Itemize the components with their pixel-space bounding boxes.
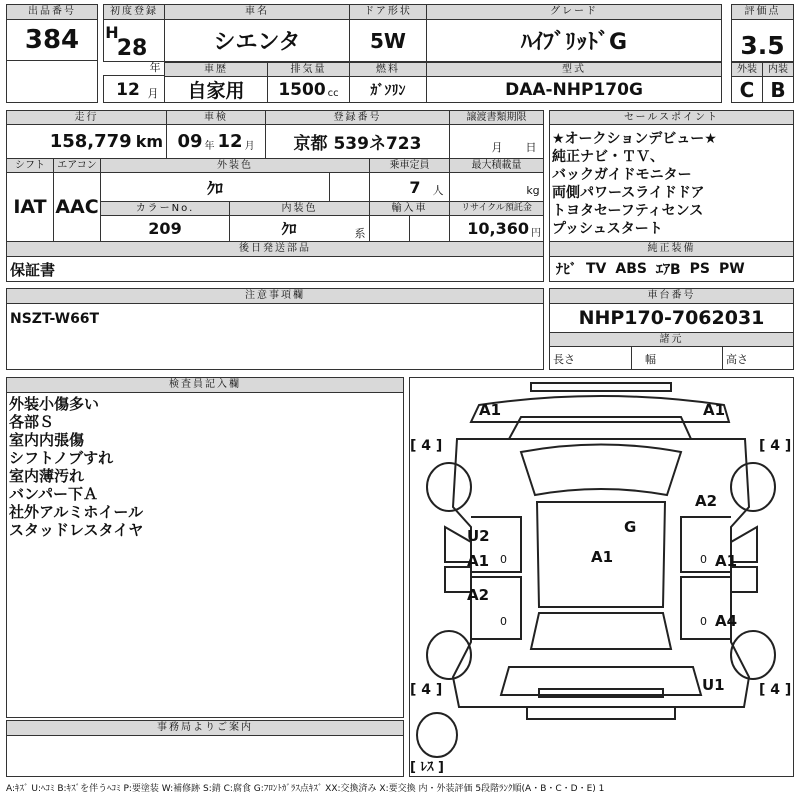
import-header: 輸入車 (369, 201, 450, 216)
insp-year-unit: 年 (204, 141, 215, 152)
reg-month-unit: 月 (147, 87, 159, 100)
score: 3.5 (740, 31, 785, 60)
legend-footer: A:ｷｽﾞ U:ﾍｺﾐ B:ｷｽﾞを伴うﾍｺﾐ P:要塗装 W:補修跡 S:錆 C:腐食 G:ﾌﾛﾝﾄｶﾞﾗｽ点ｷｽﾞ XX:交換済み X:要交換 内・外装評価 5段階ﾗﾝｸ順(A・B・C・D・E) 1 (6, 784, 605, 794)
recycle-value: 10,360 (467, 219, 529, 238)
lot-number: 384 (24, 25, 80, 55)
damage-mark-windshield: G (624, 518, 637, 536)
fuel-header: 燃料 (349, 62, 427, 77)
tire-tread-front-left: [ 4 ] (410, 438, 443, 454)
transfer-month: 月 (491, 141, 503, 154)
equipment-item: PS (689, 261, 710, 277)
spare-tire-value: ﾚｽ (420, 760, 434, 775)
damage-mark-front-right: A1 (703, 401, 726, 419)
mileage-header: 走行 (6, 110, 167, 125)
displacement-unit: cc (327, 88, 339, 99)
sales-points-list (552, 130, 717, 238)
color-box-2 (329, 172, 370, 202)
mileage-value: 158,779 (49, 131, 132, 152)
later-parts: 保証書 (10, 260, 56, 279)
equipment-item: ﾅﾋﾞ (556, 262, 577, 278)
chassis-header: 車台番号 (549, 288, 794, 304)
plate-header: 登録番号 (265, 110, 450, 125)
capacity-unit: 人 (432, 184, 444, 197)
color-number: 209 (148, 219, 182, 238)
model-header: 型式 (426, 62, 722, 77)
tire-tread-front-right: [ 4 ] (759, 438, 792, 454)
capacity: 7 (409, 177, 421, 197)
interior-color-header: 内装色 (229, 201, 370, 216)
displacement-value: 1500 (278, 79, 326, 100)
sales-point: 両側パワースライドドア (552, 185, 705, 201)
hood-outline (509, 417, 691, 439)
sales-point: プッシュスタート (552, 221, 663, 237)
front-bumper-outline (531, 383, 671, 391)
car-name: シエンタ (213, 30, 301, 55)
reg-year: 28 (116, 35, 148, 61)
capacity-header: 乗車定員 (369, 158, 450, 173)
damage-mark-right-rear-door: A4 (715, 612, 738, 630)
side-right (731, 567, 757, 592)
body-color: ｸﾛ (206, 178, 223, 198)
lot-number-header: 出品番号 (6, 4, 98, 20)
recycle-unit: 円 (531, 227, 541, 239)
ext-grade-header: 外装 (731, 62, 763, 77)
equipment-header: 純正装備 (549, 241, 794, 257)
equipment-list (556, 256, 745, 282)
inspector-line: シフトノブすれ (9, 449, 114, 467)
color-no-header: カラーNo. (100, 201, 230, 216)
door-zero-right-rear: 0 (700, 615, 707, 628)
reg-month: 12 (116, 80, 140, 100)
door-header: ドア形状 (349, 4, 427, 20)
tire-tread-rear-left: [ 4 ] (410, 682, 443, 698)
transfer-day: 日 (525, 141, 537, 154)
rear-outline (501, 667, 701, 695)
car-name-header: 車名 (164, 4, 350, 20)
model-code: DAA-NHP170G (505, 79, 643, 100)
damage-mark-front-left: A1 (479, 401, 502, 419)
fuel: ｶﾞｿﾘﾝ (370, 82, 406, 99)
tire-front-left (427, 463, 471, 511)
displacement (267, 76, 350, 103)
damage-mark-right-fender: A2 (695, 492, 718, 510)
damage-mark-left-front-door: A1 (467, 552, 490, 570)
mileage-unit: km (135, 132, 163, 151)
equipment-item: PW (719, 261, 745, 277)
door-type: 5W (370, 28, 406, 53)
max-load-unit: kg (526, 183, 540, 197)
spare-tire-status: [ ﾚｽ ] (410, 760, 444, 775)
equipment-item: ｴｱB (655, 262, 681, 278)
inspector-header: 検査員記入欄 (6, 377, 404, 393)
spare-tire (417, 713, 457, 757)
damage-mark-left-rear-door: A2 (467, 586, 490, 604)
ac-header: エアコン (53, 158, 101, 173)
damage-mark-right-front-door: A1 (715, 552, 738, 570)
notes-header: 注意事項欄 (6, 288, 544, 304)
import-box-2 (409, 215, 450, 242)
recycle-header: リサイクル預託金 (449, 201, 544, 216)
displacement-header: 排気量 (267, 62, 350, 77)
shift: IAT (13, 196, 47, 218)
length-label: 長さ (553, 353, 575, 366)
insp-month: 12 (217, 131, 243, 152)
interior-color: ｸﾛ (281, 220, 297, 238)
car-diagram (409, 377, 794, 777)
office-header: 事務局よりご案内 (6, 720, 404, 736)
inspector-line: 外装小傷多い (9, 395, 100, 413)
plate-number: 京都 539ネ723 (293, 134, 422, 154)
interior-color-unit: 系 (354, 227, 366, 240)
tire-tread-rear-right: [ 4 ] (759, 682, 792, 698)
transfer-deadline-header: 譲渡書類期限 (449, 110, 544, 125)
ext-grade: C (739, 77, 755, 102)
insp-month-unit: 月 (244, 141, 255, 152)
rear-glass-outline (531, 613, 671, 649)
recycle-fee (449, 215, 544, 242)
mileage (6, 124, 167, 159)
windshield-outline (521, 445, 681, 496)
score-header: 評価点 (731, 4, 794, 20)
insp-year: 09 (177, 131, 203, 152)
history-header: 車歴 (164, 62, 268, 77)
inspection-header: 車検 (166, 110, 266, 125)
inspector-line: 室内内張傷 (9, 431, 85, 449)
notes-text: NSZT-W66T (10, 311, 100, 327)
chassis-number: NHP170-7062031 (578, 307, 765, 329)
history: 自家用 (187, 80, 245, 102)
damage-mark-roof: A1 (591, 548, 614, 566)
tire-front-right (731, 463, 775, 511)
era: H (105, 22, 119, 42)
equipment-item: TV (586, 261, 607, 277)
shift-header: シフト (6, 158, 54, 173)
sales-points-header: セールスポイント (549, 110, 794, 125)
reg-year-unit: 年 (149, 61, 161, 74)
inspector-line: 社外アルミホイール (9, 503, 144, 521)
lot-number-extra-box (6, 60, 98, 103)
damage-mark-left-front-door-u: U2 (467, 527, 490, 545)
inspector-line: スタッドレスタイヤ (9, 521, 144, 539)
sales-point: トヨタセーフティセンス (552, 203, 704, 219)
air-conditioner: AAC (55, 196, 99, 218)
grade-header: グレード (426, 4, 722, 20)
office-box (6, 735, 404, 777)
width-label: 幅 (645, 353, 656, 366)
tire-front-left-value: 4 (421, 438, 432, 454)
int-grade: B (770, 77, 786, 102)
inspector-line: 室内薄汚れ (9, 467, 85, 485)
door-zero-right-front: 0 (700, 553, 707, 566)
rear-bumper-bottom (527, 707, 675, 719)
grade: ﾊｲﾌﾞﾘｯﾄﾞG (520, 30, 628, 55)
sales-point: バックガイドモニター (552, 167, 692, 183)
door-zero-left-front: 0 (500, 553, 507, 566)
damage-mark-right-rear: U1 (702, 676, 725, 694)
spec-header: 諸元 (549, 332, 794, 347)
first-registration-header: 初度登録 (103, 4, 165, 20)
front-body-outline (471, 396, 729, 422)
inspector-notes (9, 395, 143, 539)
tire-rear-right-value: 4 (770, 682, 781, 698)
door-zero-left-rear: 0 (500, 615, 507, 628)
later-parts-header: 後日発送部品 (6, 241, 544, 257)
inspection-date (166, 124, 266, 159)
max-load-header: 最大積載量 (449, 158, 544, 173)
color-header: 外装色 (100, 158, 370, 173)
height-label: 高さ (726, 353, 748, 366)
equipment-item: ABS (615, 261, 647, 277)
sales-point: ★オークションデビュー★ (552, 131, 717, 147)
tire-front-right-value: 4 (770, 438, 781, 454)
inspector-line: バンパー下Ａ (9, 485, 98, 503)
int-grade-header: 内装 (762, 62, 794, 77)
tire-rear-left-value: 4 (421, 682, 432, 698)
inspector-line: 各部Ｓ (9, 413, 55, 431)
sales-point: 純正ナビ・ＴＶ、 (552, 149, 664, 165)
